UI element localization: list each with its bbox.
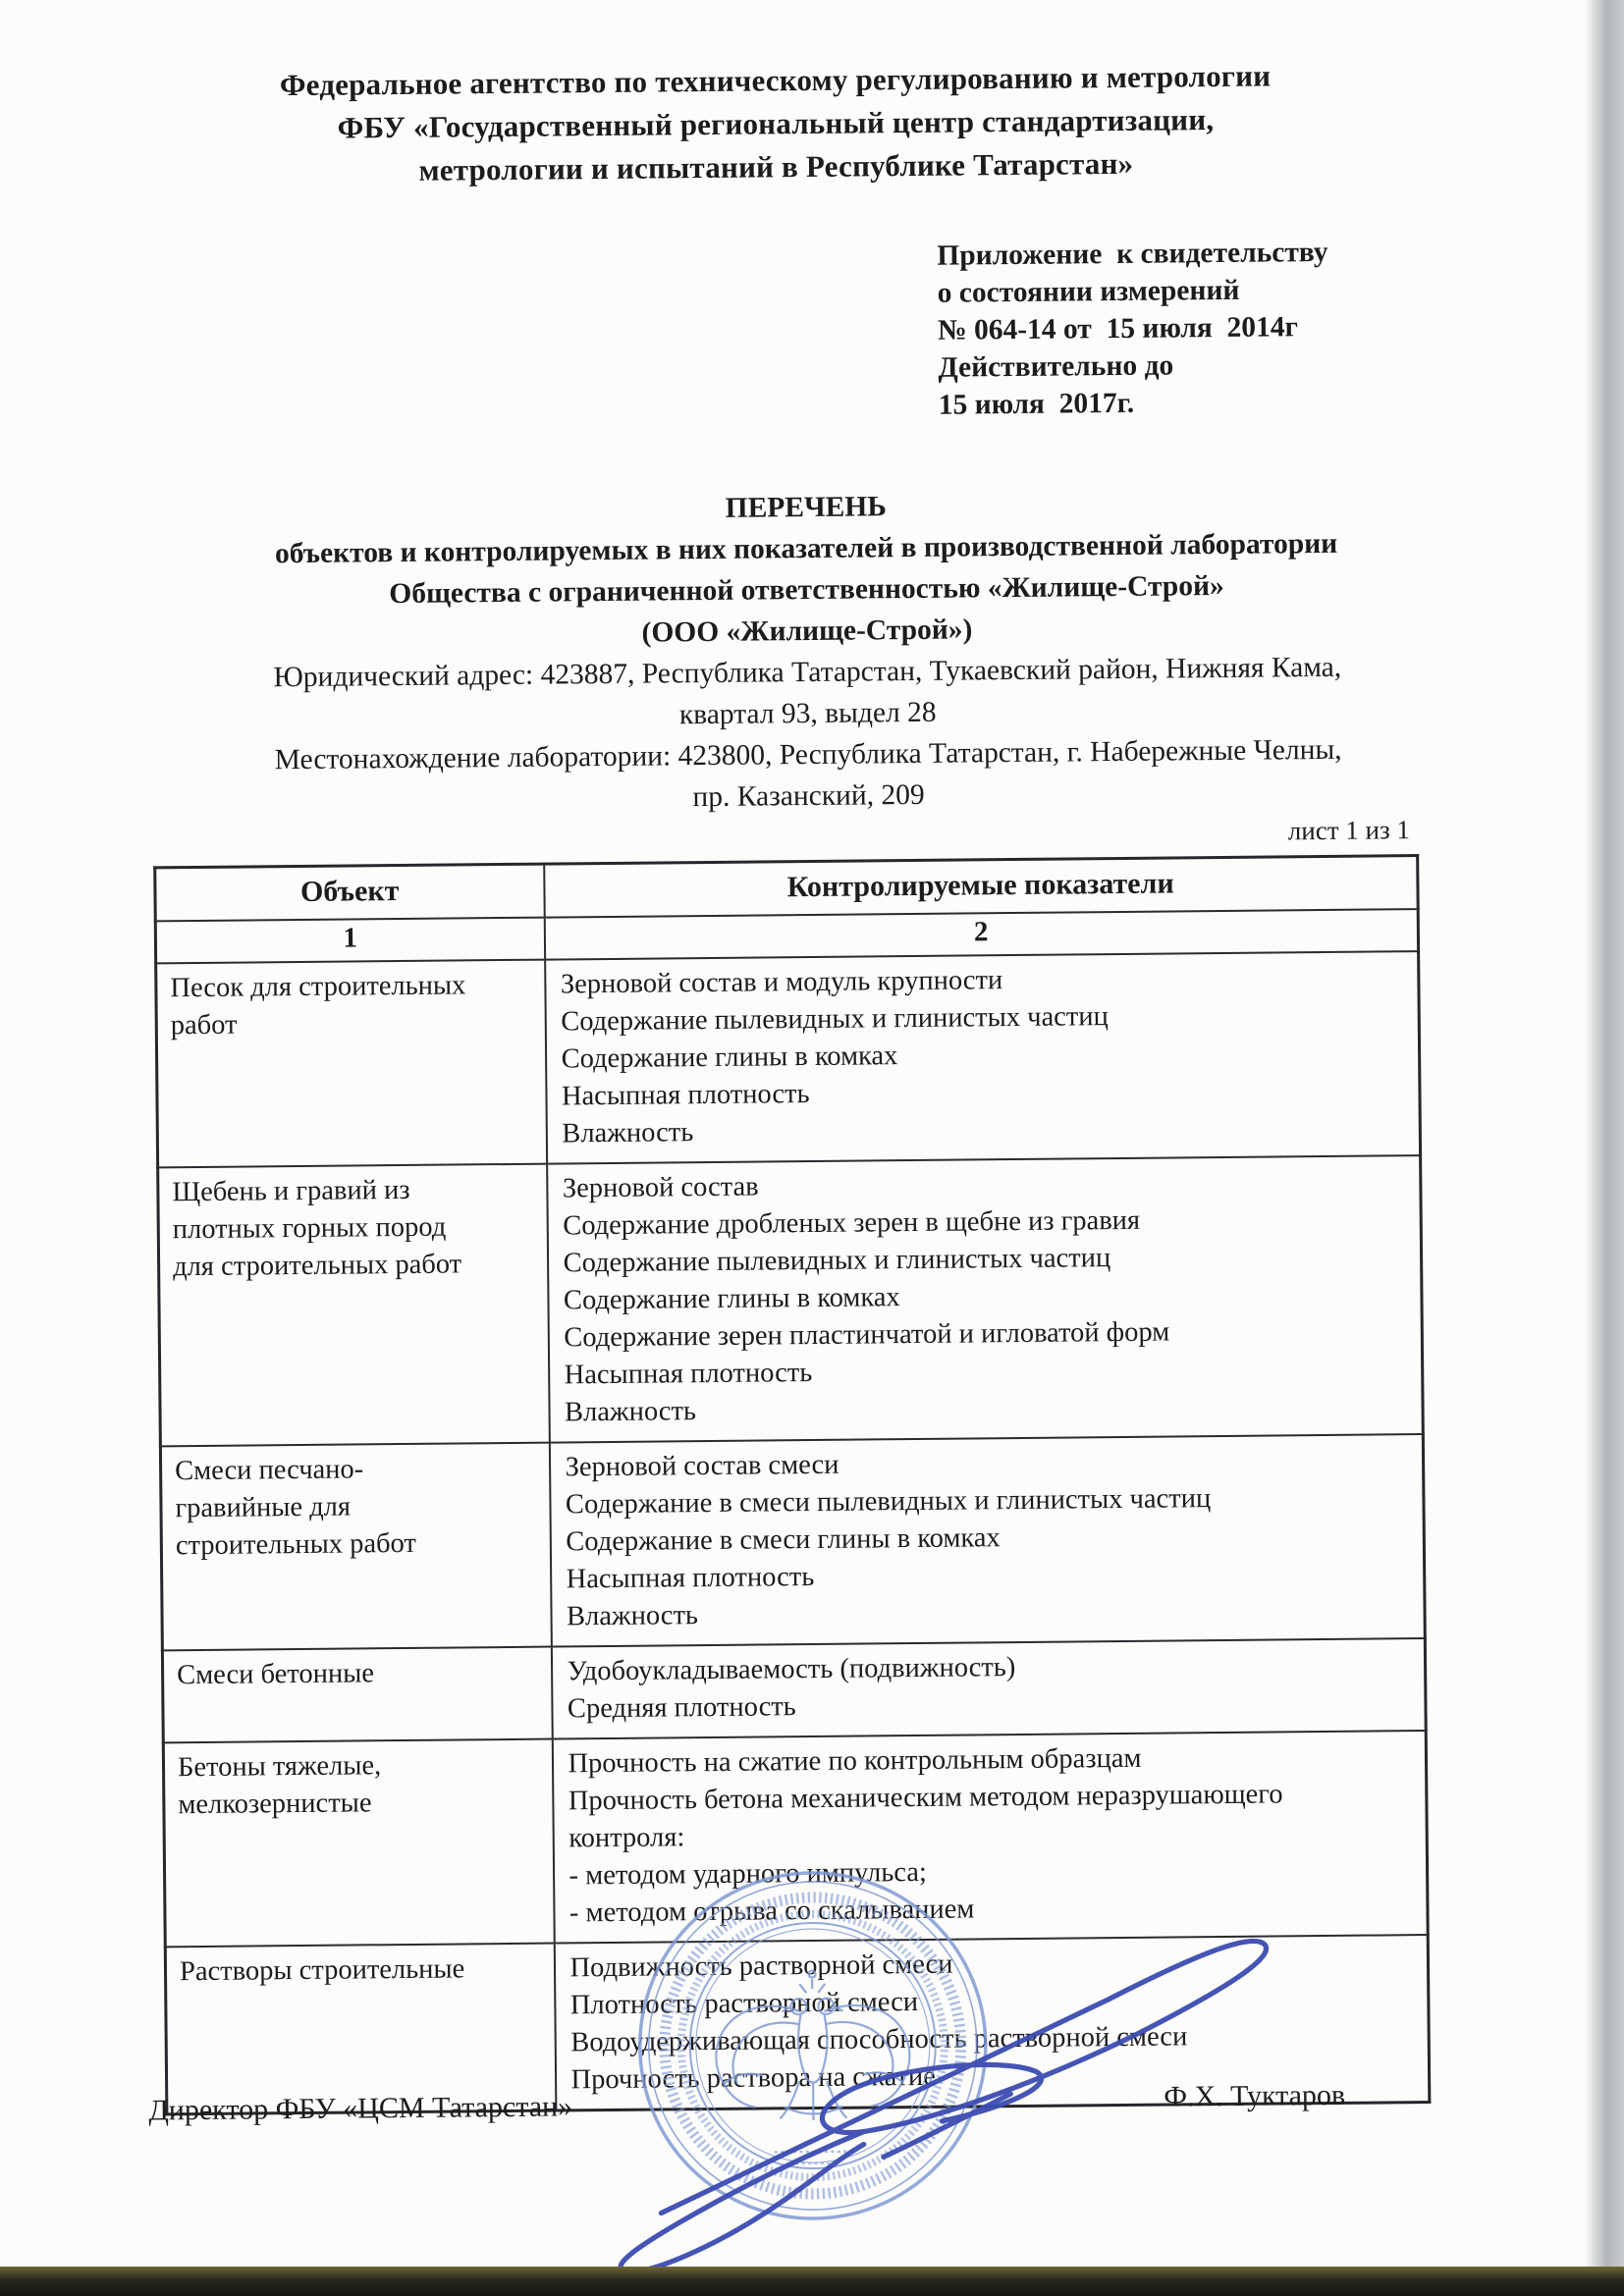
page-header (58, 52, 1492, 195)
indicator-line: Насыпная плотность (564, 1358, 813, 1391)
indicator-line: Содержание глины в комках (563, 1282, 900, 1316)
document-title (73, 480, 1543, 824)
table-row (156, 951, 1421, 1167)
title-subtitle: (ООО «Жилище-Строй») (641, 614, 973, 649)
indicator-line: Зерновой состав и модуль крупности (560, 965, 1003, 1000)
table-row (160, 1434, 1425, 1650)
indicators-cell (545, 951, 1421, 1164)
indicator-line: Насыпная плотность (566, 1561, 815, 1595)
annex-line: № 064-14 от 15 июля 2014г (937, 311, 1299, 347)
director-title: Директор ФБУ «ЦСМ Татарстан» (148, 2090, 573, 2127)
indicator-line: Влажность (564, 1396, 697, 1428)
director-name: Ф.Х. Туктаров (1164, 2078, 1346, 2113)
indicator-line: Водоудерживающая способность растворной смеси (570, 2021, 1188, 2058)
title-subtitle: объектов и контролируемых в них показателей в производственной лаборатории (274, 527, 1338, 570)
indicator-line: Зерновой состав смеси (565, 1449, 839, 1483)
annex-line: Действительно до (938, 349, 1174, 384)
scan-edge-bottom (0, 2267, 1624, 2296)
indicator-line: Содержание пылевидных и глинистых частиц (561, 1001, 1109, 1038)
indicator-line: Содержание дробленых зерен в щебне из гравия (563, 1204, 1141, 1242)
object-cell: Смеси песчано- гравийные для строительных работ (160, 1443, 551, 1651)
sheet-counter: лист 1 из 1 (1287, 815, 1411, 846)
indicator-line: Прочность раствора на сжатие (570, 2060, 937, 2096)
legal-address: квартал 93, выдел 28 (678, 696, 937, 731)
object-cell: Бетоны тяжелые, мелкозернистые (163, 1739, 554, 1948)
lab-address: пр. Казанский, 209 (692, 778, 925, 814)
indicator-line: Содержание пылевидных и глинистых частиц (563, 1243, 1111, 1279)
object-cell: Щебень и гравий из плотных горных пород для строительных работ (158, 1164, 550, 1447)
annex-block (937, 233, 1420, 424)
header-line: метрологии и испытаний в Республике Татарстан» (418, 145, 1134, 187)
object-cell: Песок для строительных работ (156, 960, 547, 1168)
annex-line: 15 июля 2017г. (938, 387, 1135, 421)
annex-line: о состоянии измерений (937, 274, 1240, 309)
indicator-line: Насыпная плотность (561, 1079, 810, 1112)
indicator-line: Прочность на сжатие по контрольным образцам (568, 1742, 1142, 1780)
indicator-line: Влажность (566, 1600, 699, 1632)
object-cell: Растворы строительные (165, 1944, 556, 2114)
table-row (158, 1155, 1424, 1446)
indicator-line: Средняя плотность (567, 1691, 796, 1725)
indicator-line: Плотность растворной смеси (569, 1987, 919, 2021)
indicator-line: Содержание в смеси глины в комках (566, 1522, 1001, 1558)
indicator-line: Содержание глины в комках (561, 1041, 898, 1075)
title-subtitle: Общества с ограниченной ответственностью «Жилище-Строй» (389, 569, 1224, 611)
signature-ink (586, 1899, 1297, 2289)
scan-edge-right (1585, 0, 1624, 2296)
column-header-object: Объект (155, 864, 545, 921)
indicator-line: Удобоукладываемость (подвижность) (567, 1652, 1016, 1687)
indicator-line: - методом ударного импульса; (568, 1856, 927, 1892)
title-heading: ПЕРЕЧЕНЬ (725, 491, 887, 524)
indicator-line: Подвижность растворной смеси (569, 1949, 953, 1984)
legal-address: Юридический адрес: 423887, Республика Татарстан, Тукаевский район, Нижняя Кама, (273, 651, 1342, 694)
indicator-line: Содержание зерен пластинчатой и игловатой форм (564, 1316, 1170, 1354)
header-line: ФБУ «Государственный региональный центр стандартизации, (337, 102, 1215, 145)
indicator-line: Содержание в смеси пылевидных и глинистых частиц (565, 1483, 1212, 1521)
header-line: Федеральное агентство по техническому регулированию и метрологии (279, 58, 1272, 103)
table-row (162, 1638, 1426, 1742)
object-cell: Смеси бетонные (162, 1647, 552, 1743)
indicator-line: - методом отрыва со скалыванием (568, 1894, 975, 1929)
column-header-indicators: Контролируемые показатели (544, 856, 1418, 918)
indicator-line: Влажность (562, 1117, 694, 1149)
indicator-line: Зерновой состав (562, 1171, 759, 1204)
column-number: 2 (544, 909, 1418, 960)
annex-line: Приложение к свидетельству (937, 236, 1328, 272)
indicators-cell (547, 1155, 1424, 1443)
lab-address: Местонахождение лаборатории: 423800, Республика Татарстан, г. Набережные Челны, (274, 733, 1342, 776)
column-number: 1 (155, 918, 544, 964)
indicator-line: Прочность бетона механическим методом неразрушающего контроля: (568, 1779, 1283, 1854)
indicators-cell (551, 1638, 1426, 1739)
indicators-cell (549, 1434, 1425, 1647)
